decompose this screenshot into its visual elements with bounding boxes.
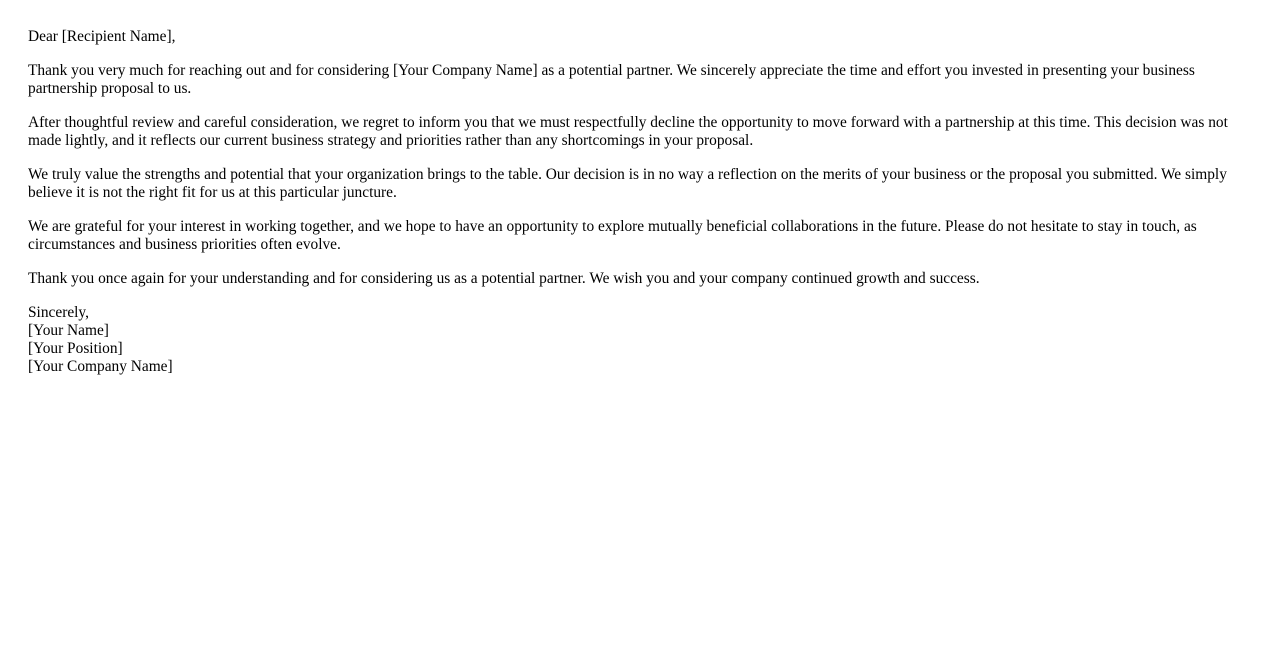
- letter-paragraph: We truly value the strengths and potential that your organization brings to the table. Our decision is in no way a reflection on the merits of your business or the proposal you submitted. We simply believe it is not the right fit for us at this particular juncture.: [28, 166, 1227, 201]
- letter-body: [28, 28, 1250, 376]
- signature-company: [Your Company Name]: [28, 358, 173, 375]
- letter-paragraph: Thank you very much for reaching out and for considering [Your Company Name] as a potential partner. We sincerely appreciate the time and effort you invested in presenting your business partnership proposal to us.: [28, 62, 1195, 97]
- letter-closing: Sincerely,: [28, 304, 89, 321]
- letter-paragraph: We are grateful for your interest in working together, and we hope to have an opportunity to explore mutually beneficial collaborations in the future. Please do not hesitate to stay in touch, as circumstances and business priorities often evolve.: [28, 218, 1197, 253]
- letter-paragraph: After thoughtful review and careful consideration, we regret to inform you that we must respectfully decline the opportunity to move forward with a partnership at this time. This decision was not made lightly, and it reflects our current business strategy and priorities rather than any shortcomings in your proposal.: [28, 114, 1228, 149]
- signature-block: [28, 304, 1250, 376]
- letter-greeting: Dear [Recipient Name],: [28, 28, 176, 45]
- signature-name: [Your Name]: [28, 322, 109, 339]
- signature-position: [Your Position]: [28, 340, 123, 357]
- letter-paragraph: Thank you once again for your understanding and for considering us as a potential partner. We wish you and your company continued growth and success.: [28, 270, 980, 287]
